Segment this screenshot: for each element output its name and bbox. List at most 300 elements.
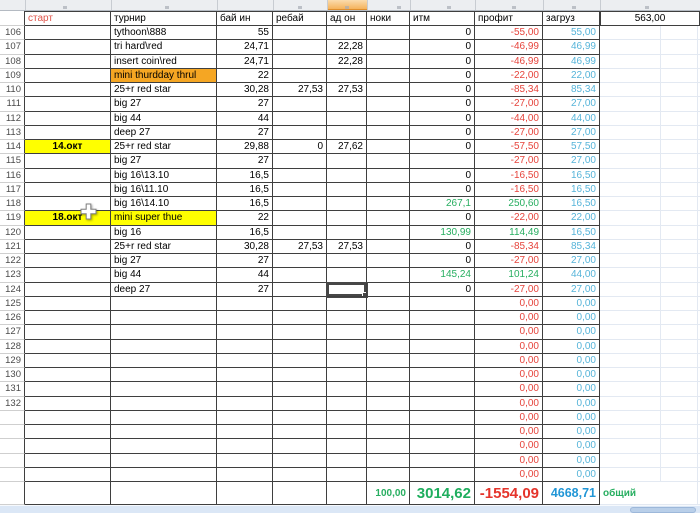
cell-tournament[interactable]: big 27 [111,154,217,168]
cell-itm[interactable]: 0 [410,40,475,54]
cell-extra[interactable] [600,268,700,282]
cell-tournament[interactable]: tri hard\red [111,40,217,54]
cell-tournament[interactable]: 25+r red star [111,240,217,254]
total-cell-start[interactable] [25,482,111,505]
cell-extra[interactable] [600,382,700,396]
cell-addon[interactable] [327,311,367,325]
cell-knock[interactable] [367,26,410,40]
cell-profit[interactable]: -46,99 [475,55,543,69]
cell-addon[interactable] [327,126,367,140]
cell-tournament[interactable]: mini thurdday thrul [111,69,217,83]
cell-tournament[interactable]: big 16\13.10 [111,169,217,183]
cell-start[interactable] [25,368,111,382]
cell-num[interactable]: 127 [0,325,25,339]
cell-rebuy[interactable] [273,26,327,40]
total-cell-num[interactable] [0,482,25,505]
cell-profit[interactable]: -46,99 [475,40,543,54]
cell-zagruz[interactable]: 27,00 [543,154,600,168]
cell-extra[interactable] [600,425,700,439]
cell-profit[interactable]: -27,00 [475,283,543,297]
cell-addon[interactable] [327,226,367,240]
cell-tournament[interactable]: big 27 [111,254,217,268]
cell-zagruz[interactable]: 22,00 [543,69,600,83]
cell-buyin[interactable]: 44 [217,268,273,282]
cell-addon[interactable] [327,283,367,297]
header-cell-tournament[interactable]: турнир [111,11,217,26]
cell-tournament[interactable]: 25+r red star [111,83,217,97]
cell-itm[interactable]: 130,99 [410,226,475,240]
cell-knock[interactable] [367,169,410,183]
cell-buyin[interactable] [217,368,273,382]
cell-extra[interactable] [600,340,700,354]
cell-extra[interactable] [600,411,700,425]
cell-addon[interactable] [327,382,367,396]
cell-profit[interactable]: 0,00 [475,454,543,468]
cell-buyin[interactable]: 27 [217,97,273,111]
cell-rebuy[interactable] [273,169,327,183]
cell-itm[interactable]: 0 [410,69,475,83]
cell-rebuy[interactable] [273,354,327,368]
cell-buyin[interactable]: 16,5 [217,197,273,211]
cell-tournament[interactable] [111,411,217,425]
cell-start[interactable] [25,112,111,126]
cell-knock[interactable] [367,126,410,140]
total-cell-profit[interactable]: -1554,09 [475,482,543,505]
cell-profit[interactable]: 0,00 [475,311,543,325]
cell-rebuy[interactable] [273,197,327,211]
cell-num[interactable]: 112 [0,112,25,126]
cell-extra[interactable] [600,40,700,54]
cell-itm[interactable] [410,368,475,382]
cell-addon[interactable] [327,69,367,83]
cell-tournament[interactable]: big 27 [111,97,217,111]
cell-rebuy[interactable] [273,311,327,325]
cell-knock[interactable] [367,325,410,339]
total-cell-zagruz[interactable]: 4668,71 [543,482,600,505]
cell-extra[interactable] [600,154,700,168]
cell-addon[interactable] [327,26,367,40]
cell-extra[interactable] [600,211,700,225]
cell-start[interactable] [25,425,111,439]
horizontal-scrollbar-track[interactable] [0,505,700,513]
cell-zagruz[interactable]: 55,00 [543,26,600,40]
cell-profit[interactable]: -27,00 [475,126,543,140]
cell-profit[interactable]: -27,00 [475,97,543,111]
cell-itm[interactable] [410,425,475,439]
cell-buyin[interactable]: 29,88 [217,140,273,154]
cell-num[interactable]: 130 [0,368,25,382]
cell-itm[interactable] [410,154,475,168]
cell-rebuy[interactable] [273,183,327,197]
cell-num[interactable]: 120 [0,226,25,240]
cell-itm[interactable]: 145,24 [410,268,475,282]
cell-itm[interactable]: 0 [410,97,475,111]
cell-start[interactable] [25,254,111,268]
cell-knock[interactable] [367,468,410,482]
cell-buyin[interactable] [217,382,273,396]
cell-extra[interactable] [600,283,700,297]
cell-start[interactable]: 18.окт [25,211,111,225]
cell-buyin[interactable] [217,411,273,425]
cell-start[interactable] [25,297,111,311]
cell-zagruz[interactable]: 0,00 [543,368,600,382]
cell-zagruz[interactable]: 0,00 [543,382,600,396]
cell-knock[interactable] [367,382,410,396]
cell-knock[interactable] [367,112,410,126]
cell-buyin[interactable] [217,468,273,482]
cell-start[interactable] [25,69,111,83]
cell-profit[interactable]: -22,00 [475,69,543,83]
header-cell-num[interactable] [0,11,25,26]
cell-itm[interactable] [410,397,475,411]
cell-rebuy[interactable] [273,211,327,225]
cell-profit[interactable]: 0,00 [475,468,543,482]
cell-start[interactable] [25,154,111,168]
cell-buyin[interactable] [217,454,273,468]
cell-itm[interactable]: 0 [410,254,475,268]
cell-num[interactable]: 118 [0,197,25,211]
cell-extra[interactable] [600,112,700,126]
cell-profit[interactable]: 250,60 [475,197,543,211]
cell-tournament[interactable]: big 44 [111,112,217,126]
cell-addon[interactable] [327,439,367,453]
total-cell-tournament[interactable] [111,482,217,505]
cell-buyin[interactable] [217,297,273,311]
cell-addon[interactable] [327,183,367,197]
cell-addon[interactable] [327,425,367,439]
cell-tournament[interactable] [111,454,217,468]
cell-knock[interactable] [367,311,410,325]
cell-start[interactable] [25,283,111,297]
cell-itm[interactable]: 0 [410,211,475,225]
cell-itm[interactable]: 0 [410,240,475,254]
cell-extra[interactable] [600,311,700,325]
cell-knock[interactable] [367,340,410,354]
cell-addon[interactable] [327,454,367,468]
cell-start[interactable] [25,226,111,240]
cell-itm[interactable]: 0 [410,126,475,140]
cell-tournament[interactable] [111,325,217,339]
cell-rebuy[interactable] [273,283,327,297]
cell-addon[interactable] [327,297,367,311]
cell-addon[interactable] [327,268,367,282]
cell-itm[interactable]: 0 [410,183,475,197]
cell-extra[interactable] [600,169,700,183]
cell-buyin[interactable]: 30,28 [217,240,273,254]
header-cell-start[interactable]: старт [25,11,111,26]
cell-num[interactable]: 121 [0,240,25,254]
horizontal-scrollbar-thumb[interactable] [630,507,696,513]
cell-rebuy[interactable]: 27,53 [273,83,327,97]
cell-num[interactable]: 126 [0,311,25,325]
cell-itm[interactable]: 0 [410,112,475,126]
cell-extra[interactable] [600,454,700,468]
cell-rebuy[interactable] [273,325,327,339]
cell-tournament[interactable] [111,354,217,368]
cell-zagruz[interactable]: 0,00 [543,411,600,425]
cell-profit[interactable]: 0,00 [475,411,543,425]
cell-itm[interactable] [410,454,475,468]
cell-start[interactable] [25,183,111,197]
cell-knock[interactable] [367,69,410,83]
cell-num[interactable] [0,411,25,425]
cell-num[interactable]: 128 [0,340,25,354]
cell-rebuy[interactable] [273,226,327,240]
cell-profit[interactable]: 0,00 [475,439,543,453]
cell-zagruz[interactable]: 27,00 [543,97,600,111]
cell-addon[interactable]: 27,53 [327,83,367,97]
cell-knock[interactable] [367,254,410,268]
cell-rebuy[interactable] [273,340,327,354]
cell-start[interactable] [25,240,111,254]
cell-itm[interactable] [410,297,475,311]
cell-extra[interactable] [600,368,700,382]
cell-profit[interactable]: -22,00 [475,211,543,225]
cell-zagruz[interactable]: 0,00 [543,354,600,368]
cell-zagruz[interactable]: 16,50 [543,226,600,240]
cell-itm[interactable]: 0 [410,140,475,154]
cell-profit[interactable]: -57,50 [475,140,543,154]
cell-knock[interactable] [367,40,410,54]
cell-zagruz[interactable]: 46,99 [543,55,600,69]
cell-profit[interactable]: 0,00 [475,354,543,368]
cell-num[interactable]: 125 [0,297,25,311]
cell-buyin[interactable] [217,311,273,325]
cell-rebuy[interactable] [273,368,327,382]
cell-extra[interactable] [600,97,700,111]
cell-profit[interactable]: -16,50 [475,169,543,183]
cell-tournament[interactable]: big 16\14.10 [111,197,217,211]
cell-extra[interactable] [600,226,700,240]
cell-itm[interactable] [410,354,475,368]
cell-tournament[interactable]: insert coin\red [111,55,217,69]
cell-rebuy[interactable]: 27,53 [273,240,327,254]
cell-profit[interactable]: 101,24 [475,268,543,282]
cell-buyin[interactable] [217,425,273,439]
cell-addon[interactable] [327,325,367,339]
cell-knock[interactable] [367,354,410,368]
cell-extra[interactable] [600,69,700,83]
cell-buyin[interactable] [217,325,273,339]
cell-zagruz[interactable]: 16,50 [543,197,600,211]
cell-rebuy[interactable] [273,439,327,453]
cell-start[interactable] [25,411,111,425]
cell-tournament[interactable] [111,340,217,354]
cell-profit[interactable]: -27,00 [475,154,543,168]
cell-extra[interactable] [600,183,700,197]
cell-itm[interactable] [410,340,475,354]
cell-zagruz[interactable]: 0,00 [543,454,600,468]
cell-knock[interactable] [367,55,410,69]
cell-profit[interactable]: 0,00 [475,297,543,311]
cell-itm[interactable] [410,411,475,425]
cell-num[interactable] [0,439,25,453]
cell-extra[interactable] [600,83,700,97]
cell-knock[interactable] [367,83,410,97]
cell-profit[interactable]: -16,50 [475,183,543,197]
cell-rebuy[interactable] [273,425,327,439]
total-cell-itm[interactable]: 3014,62 [410,482,475,505]
cell-extra[interactable] [600,254,700,268]
cell-itm[interactable]: 0 [410,83,475,97]
cell-knock[interactable] [367,268,410,282]
cell-buyin[interactable]: 22 [217,211,273,225]
cell-start[interactable] [25,126,111,140]
cell-profit[interactable]: -55,00 [475,26,543,40]
cell-buyin[interactable]: 44 [217,112,273,126]
cell-rebuy[interactable] [273,454,327,468]
cell-addon[interactable] [327,468,367,482]
cell-start[interactable] [25,340,111,354]
cell-num[interactable]: 106 [0,26,25,40]
cell-num[interactable]: 114 [0,140,25,154]
header-cell-profit[interactable]: профит [475,11,543,26]
cell-addon[interactable]: 27,53 [327,240,367,254]
cell-profit[interactable]: -85,34 [475,83,543,97]
total-cell-knock[interactable]: 100,00 [367,482,410,505]
cell-tournament[interactable]: big 16\11.10 [111,183,217,197]
cell-knock[interactable] [367,397,410,411]
cell-tournament[interactable]: mini super thue [111,211,217,225]
cell-addon[interactable] [327,411,367,425]
cell-addon[interactable] [327,169,367,183]
cell-tournament[interactable]: deep 27 [111,283,217,297]
cell-start[interactable] [25,325,111,339]
cell-knock[interactable] [367,454,410,468]
header-cell-addon[interactable]: ад он [327,11,367,26]
cell-buyin[interactable]: 24,71 [217,55,273,69]
cell-itm[interactable]: 0 [410,26,475,40]
cell-num[interactable]: 119 [0,211,25,225]
cell-profit[interactable]: 0,00 [475,397,543,411]
cell-start[interactable] [25,83,111,97]
cell-knock[interactable] [367,283,410,297]
cell-itm[interactable] [410,311,475,325]
cell-tournament[interactable]: big 16 [111,226,217,240]
cell-extra[interactable] [600,55,700,69]
cell-buyin[interactable] [217,397,273,411]
cell-zagruz[interactable]: 16,50 [543,169,600,183]
cell-addon[interactable] [327,197,367,211]
cell-num[interactable]: 108 [0,55,25,69]
cell-num[interactable]: 123 [0,268,25,282]
cell-extra[interactable] [600,240,700,254]
cell-rebuy[interactable] [273,69,327,83]
cell-itm[interactable] [410,382,475,396]
cell-extra[interactable] [600,468,700,482]
cell-buyin[interactable]: 16,5 [217,183,273,197]
cell-addon[interactable]: 27,62 [327,140,367,154]
cell-addon[interactable]: 22,28 [327,40,367,54]
cell-extra[interactable] [600,354,700,368]
cell-num[interactable]: 117 [0,183,25,197]
header-cell-rebuy[interactable]: ребай [273,11,327,26]
cell-addon[interactable] [327,340,367,354]
cell-itm[interactable] [410,468,475,482]
cell-rebuy[interactable] [273,411,327,425]
cell-tournament[interactable] [111,297,217,311]
cell-profit[interactable]: -27,00 [475,254,543,268]
cell-zagruz[interactable]: 85,34 [543,240,600,254]
cell-rebuy[interactable] [273,382,327,396]
cell-addon[interactable] [327,154,367,168]
cell-zagruz[interactable]: 0,00 [543,468,600,482]
cell-rebuy[interactable] [273,97,327,111]
cell-itm[interactable]: 0 [410,55,475,69]
cell-rebuy[interactable] [273,154,327,168]
cell-profit[interactable]: -44,00 [475,112,543,126]
cell-rebuy[interactable] [273,112,327,126]
cell-buyin[interactable]: 27 [217,126,273,140]
cell-zagruz[interactable]: 44,00 [543,112,600,126]
cell-addon[interactable] [327,211,367,225]
cell-knock[interactable] [367,97,410,111]
cell-tournament[interactable]: 25+r red star [111,140,217,154]
cell-addon[interactable] [327,112,367,126]
cell-profit[interactable]: 0,00 [475,325,543,339]
cell-start[interactable] [25,454,111,468]
cell-rebuy[interactable]: 0 [273,140,327,154]
cell-tournament[interactable] [111,311,217,325]
cell-buyin[interactable] [217,439,273,453]
cell-start[interactable] [25,40,111,54]
cell-num[interactable]: 107 [0,40,25,54]
cell-knock[interactable] [367,140,410,154]
cell-zagruz[interactable]: 22,00 [543,211,600,225]
cell-num[interactable]: 122 [0,254,25,268]
cell-profit[interactable]: 0,00 [475,425,543,439]
cell-knock[interactable] [367,411,410,425]
total-cell-rebuy[interactable] [273,482,327,505]
cell-buyin[interactable]: 27 [217,254,273,268]
cell-extra[interactable] [600,140,700,154]
cell-start[interactable] [25,468,111,482]
cell-addon[interactable] [327,97,367,111]
fill-handle[interactable] [362,292,367,297]
cell-buyin[interactable]: 27 [217,154,273,168]
cell-zagruz[interactable]: 0,00 [543,397,600,411]
cell-rebuy[interactable] [273,397,327,411]
cell-buyin[interactable]: 27 [217,283,273,297]
cell-buyin[interactable] [217,354,273,368]
cell-num[interactable]: 132 [0,397,25,411]
cell-tournament[interactable]: big 44 [111,268,217,282]
cell-rebuy[interactable] [273,40,327,54]
cell-start[interactable] [25,397,111,411]
total-cell-extra[interactable]: общий [600,482,700,505]
cell-zagruz[interactable]: 27,00 [543,283,600,297]
cell-knock[interactable] [367,368,410,382]
cell-knock[interactable] [367,439,410,453]
cell-extra[interactable] [600,439,700,453]
cell-knock[interactable] [367,183,410,197]
cell-num[interactable]: 124 [0,283,25,297]
cell-num[interactable]: 115 [0,154,25,168]
cell-start[interactable] [25,311,111,325]
cell-addon[interactable] [327,368,367,382]
cell-buyin[interactable]: 24,71 [217,40,273,54]
cell-zagruz[interactable]: 0,00 [543,297,600,311]
cell-start[interactable]: 14.окт [25,140,111,154]
cell-knock[interactable] [367,226,410,240]
cell-zagruz[interactable]: 0,00 [543,439,600,453]
cell-num[interactable]: 109 [0,69,25,83]
cell-start[interactable] [25,197,111,211]
cell-zagruz[interactable]: 16,50 [543,183,600,197]
cell-start[interactable] [25,26,111,40]
cell-rebuy[interactable] [273,254,327,268]
cell-num[interactable]: 129 [0,354,25,368]
